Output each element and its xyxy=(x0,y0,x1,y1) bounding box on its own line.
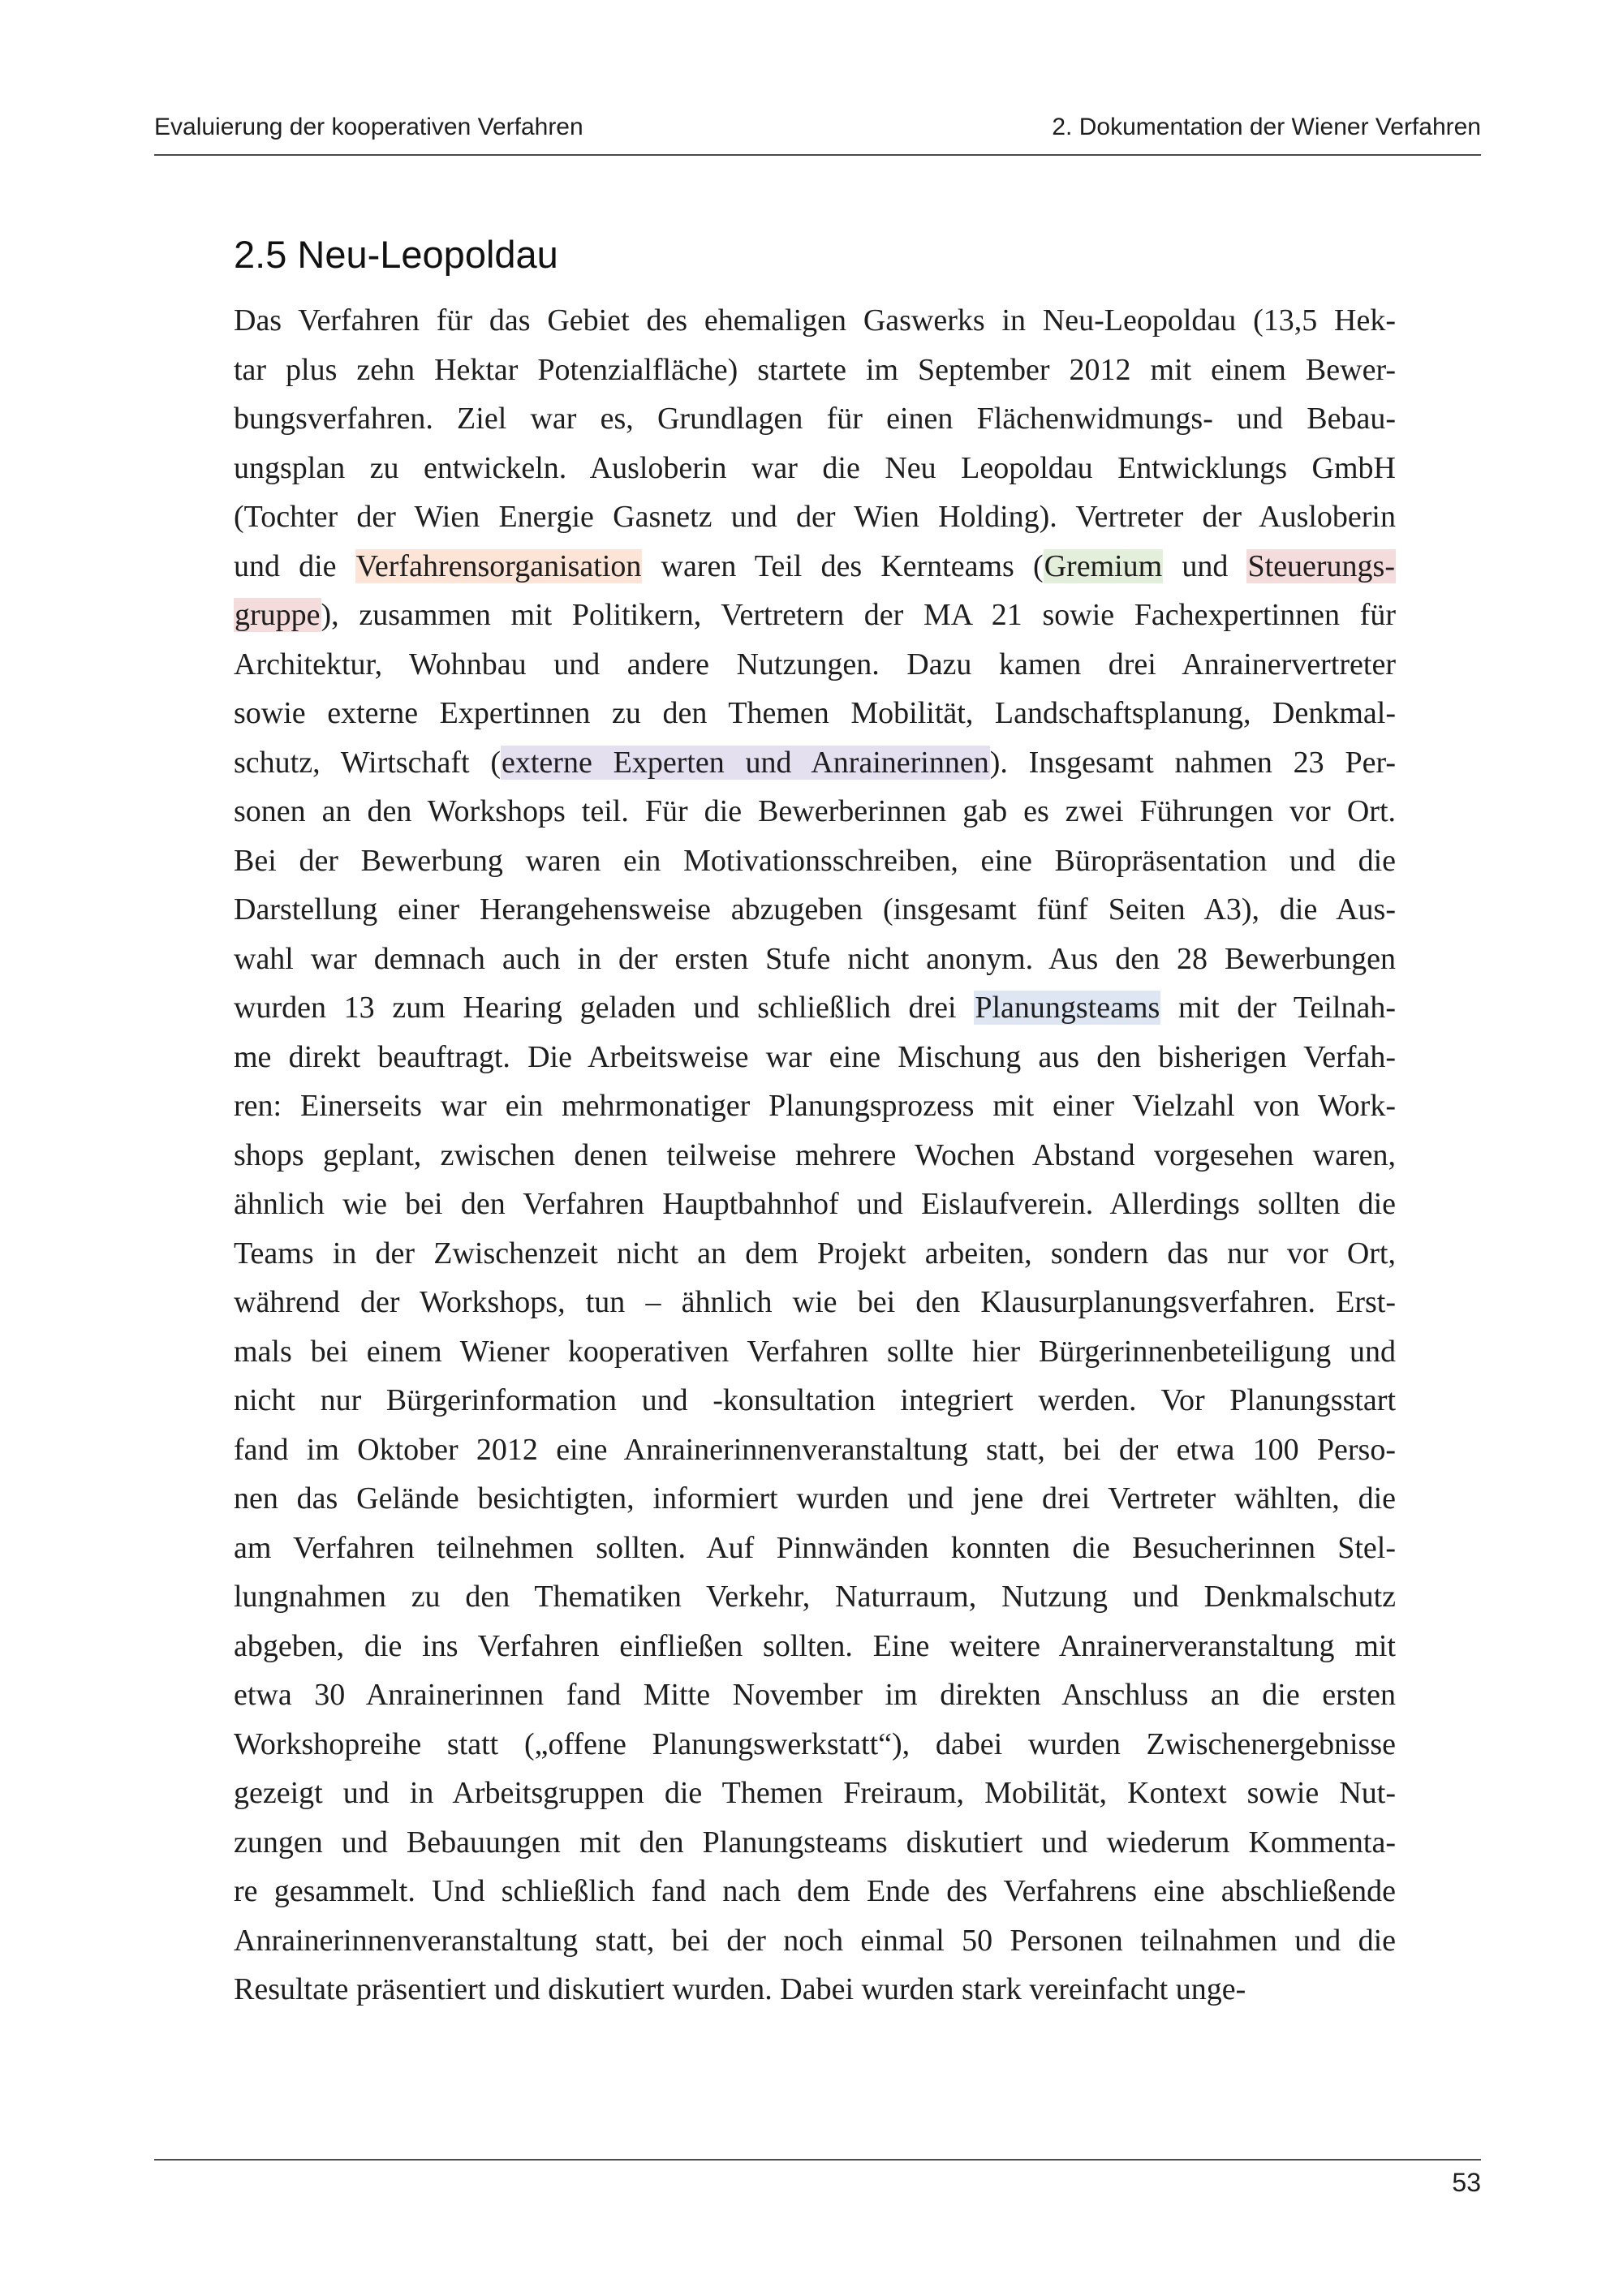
text-run: lungnahmen zu den Thematiken Verkehr, Naturraum, Nutzung und Denkmalschutz xyxy=(234,1580,1396,1614)
text-line xyxy=(234,689,1396,738)
text-run: wahl war demnach auch in der ersten Stufe nicht anonym. Aus den 28 Bewerbungen xyxy=(234,941,1396,976)
text-run: am Verfahren teilnehmen sollten. Auf Pinnwänden konnten die Besucherinnen Stel- xyxy=(234,1530,1396,1565)
text-line xyxy=(234,1818,1396,1868)
text-line xyxy=(234,1131,1396,1180)
text-run: während der Workshops, tun – ähnlich wie bei den Klausurplanungsverfahren. Erst- xyxy=(234,1285,1396,1319)
highlighted-term: Gremium xyxy=(1044,548,1163,583)
text-line xyxy=(234,1622,1396,1671)
text-run: Architektur, Wohnbau und andere Nutzungen. Dazu kamen drei Anrainervertreter xyxy=(234,647,1396,681)
text-line xyxy=(234,1965,1396,2014)
text-line xyxy=(234,1033,1396,1082)
text-run: bungsverfahren. Ziel war es, Grundlagen für einen Flächenwidmungs- und Bebau- xyxy=(234,402,1396,436)
text-run: tar plus zehn Hektar Potenzialfläche) startete im September 2012 mit einem Bewer- xyxy=(234,352,1396,387)
page-number: 53 xyxy=(1452,2168,1481,2197)
text-line xyxy=(234,1524,1396,1573)
text-run: nicht nur Bürgerinformation und -konsultation integriert werden. Vor Planungsstart xyxy=(234,1383,1396,1417)
text-run: Das Verfahren für das Gebiet des ehemaligen Gaswerks in Neu-Leopoldau (13,5 Hek- xyxy=(234,303,1396,338)
text-run: ren: Einerseits war ein mehrmonatiger Planungsprozess mit einer Vielzahl von Work- xyxy=(234,1089,1396,1123)
text-line xyxy=(234,1572,1396,1622)
text-line xyxy=(234,1278,1396,1327)
text-run: Teams in der Zwischenzeit nicht an dem Projekt arbeiten, sondern das nur vor Ort, xyxy=(234,1236,1396,1271)
text-line xyxy=(234,1327,1396,1377)
text-line xyxy=(234,1425,1396,1475)
text-run: (Tochter der Wien Energie Gasnetz und der Wien Holding). Vertreter der Ausloberin xyxy=(234,500,1396,534)
text-line xyxy=(234,836,1396,886)
text-run: ungsplan zu entwickeln. Ausloberin war die Neu Leopoldau Entwicklungs GmbH xyxy=(234,450,1396,485)
text-run: shops geplant, zwischen denen teilweise mehrere Wochen Abstand vorgesehen waren, xyxy=(234,1137,1396,1172)
text-line xyxy=(234,935,1396,984)
text-run: ähnlich wie bei den Verfahren Hauptbahnhof und Eislaufverein. Allerdings sollten die xyxy=(234,1187,1396,1221)
highlighted-term: Planungsteams xyxy=(975,991,1160,1025)
text-line xyxy=(234,591,1396,640)
text-run: Darstellung einer Herangehensweise abzugeben (insgesamt fünf Seiten A3), die Aus- xyxy=(234,892,1396,927)
text-line xyxy=(234,640,1396,690)
text-line xyxy=(234,738,1396,788)
text-line xyxy=(234,1720,1396,1769)
footer-rule xyxy=(154,2159,1481,2161)
text-run: und die xyxy=(234,548,355,583)
header-rule xyxy=(154,154,1481,156)
header-document-title: Evaluierung der kooperativen Verfahren xyxy=(154,114,583,140)
text-run: fand im Oktober 2012 eine Anrainerinnenveranstaltung statt, bei der etwa 100 Perso- xyxy=(234,1432,1396,1467)
text-line xyxy=(234,1229,1396,1279)
text-run: zungen und Bebauungen mit den Planungsteams diskutiert und wiederum Kommenta- xyxy=(234,1825,1396,1860)
text-run: me direkt beauftragt. Die Arbeitsweise war eine Mischung aus den bisherigen Verfah- xyxy=(234,1039,1396,1074)
highlighted-term: Verfahrensorganisation xyxy=(355,548,642,583)
text-run: gezeigt und in Arbeitsgruppen die Themen Freiraum, Mobilität, Kontext sowie Nut- xyxy=(234,1776,1396,1810)
text-line xyxy=(234,1376,1396,1425)
text-run: und xyxy=(1163,548,1247,583)
body-paragraph xyxy=(234,296,1396,2014)
text-line xyxy=(234,787,1396,836)
text-line xyxy=(234,492,1396,542)
text-run: re gesammelt. Und schließlich fand nach dem Ende des Verfahrens eine abschließende xyxy=(234,1874,1396,1908)
text-run: abgeben, die ins Verfahren einfließen sollten. Eine weitere Anrainerveranstaltung mit xyxy=(234,1628,1396,1663)
text-run: etwa 30 Anrainerinnen fand Mitte November im direkten Anschluss an die ersten xyxy=(234,1678,1396,1712)
text-line xyxy=(234,1180,1396,1229)
text-line xyxy=(234,1867,1396,1916)
text-line xyxy=(234,1769,1396,1818)
text-run: mit der Teilnah- xyxy=(1160,991,1396,1025)
text-run: ). Insgesamt nahmen 23 Per- xyxy=(989,745,1396,780)
text-line xyxy=(234,1670,1396,1720)
text-line xyxy=(234,296,1396,346)
text-run: mals bei einem Wiener kooperativen Verfahren sollte hier Bürgerinnenbeteiligung und xyxy=(234,1334,1396,1369)
text-line xyxy=(234,346,1396,395)
highlighted-term: Steuerungs- xyxy=(1247,548,1395,583)
text-line xyxy=(234,1474,1396,1524)
text-run: Workshopreihe statt („offene Planungswerkstatt“), dabei wurden Zwischenergebnisse xyxy=(234,1726,1396,1761)
text-run: Resultate präsentiert und diskutiert wurden. Dabei wurden stark vereinfacht unge- xyxy=(234,1972,1246,2006)
running-header xyxy=(154,114,1481,149)
text-run: schutz, Wirtschaft ( xyxy=(234,745,501,780)
header-chapter-title: 2. Dokumentation der Wiener Verfahren xyxy=(1052,114,1481,140)
text-line xyxy=(234,1081,1396,1131)
text-run: Anrainerinnenveranstaltung statt, bei der noch einmal 50 Personen teilnahmen und die xyxy=(234,1923,1396,1958)
section-title: 2.5 Neu-Leopoldau xyxy=(234,233,558,276)
text-line xyxy=(234,444,1396,493)
text-line xyxy=(234,1916,1396,1966)
text-run: waren Teil des Kernteams ( xyxy=(642,548,1044,583)
highlighted-term: externe Experten und Anrainerinnen xyxy=(502,745,989,780)
text-run: ), zusammen mit Politikern, Vertretern der MA 21 sowie Fachexpertinnen für xyxy=(321,598,1396,632)
highlighted-term: gruppe xyxy=(235,598,321,632)
text-line xyxy=(234,983,1396,1033)
text-run: sonen an den Workshops teil. Für die Bewerberinnen gab es zwei Führungen vor Ort. xyxy=(234,794,1396,828)
text-run: sowie externe Expertinnen zu den Themen Mobilität, Landschaftsplanung, Denkmal- xyxy=(234,696,1396,730)
text-run: Bei der Bewerbung waren ein Motivationsschreiben, eine Büropräsentation und die xyxy=(234,843,1396,878)
text-line xyxy=(234,885,1396,935)
text-line xyxy=(234,542,1396,591)
text-line xyxy=(234,394,1396,444)
text-run: wurden 13 zum Hearing geladen und schließlich drei xyxy=(234,991,975,1025)
text-run: nen das Gelände besichtigten, informiert wurden und jene drei Vertreter wählten, die xyxy=(234,1481,1396,1516)
